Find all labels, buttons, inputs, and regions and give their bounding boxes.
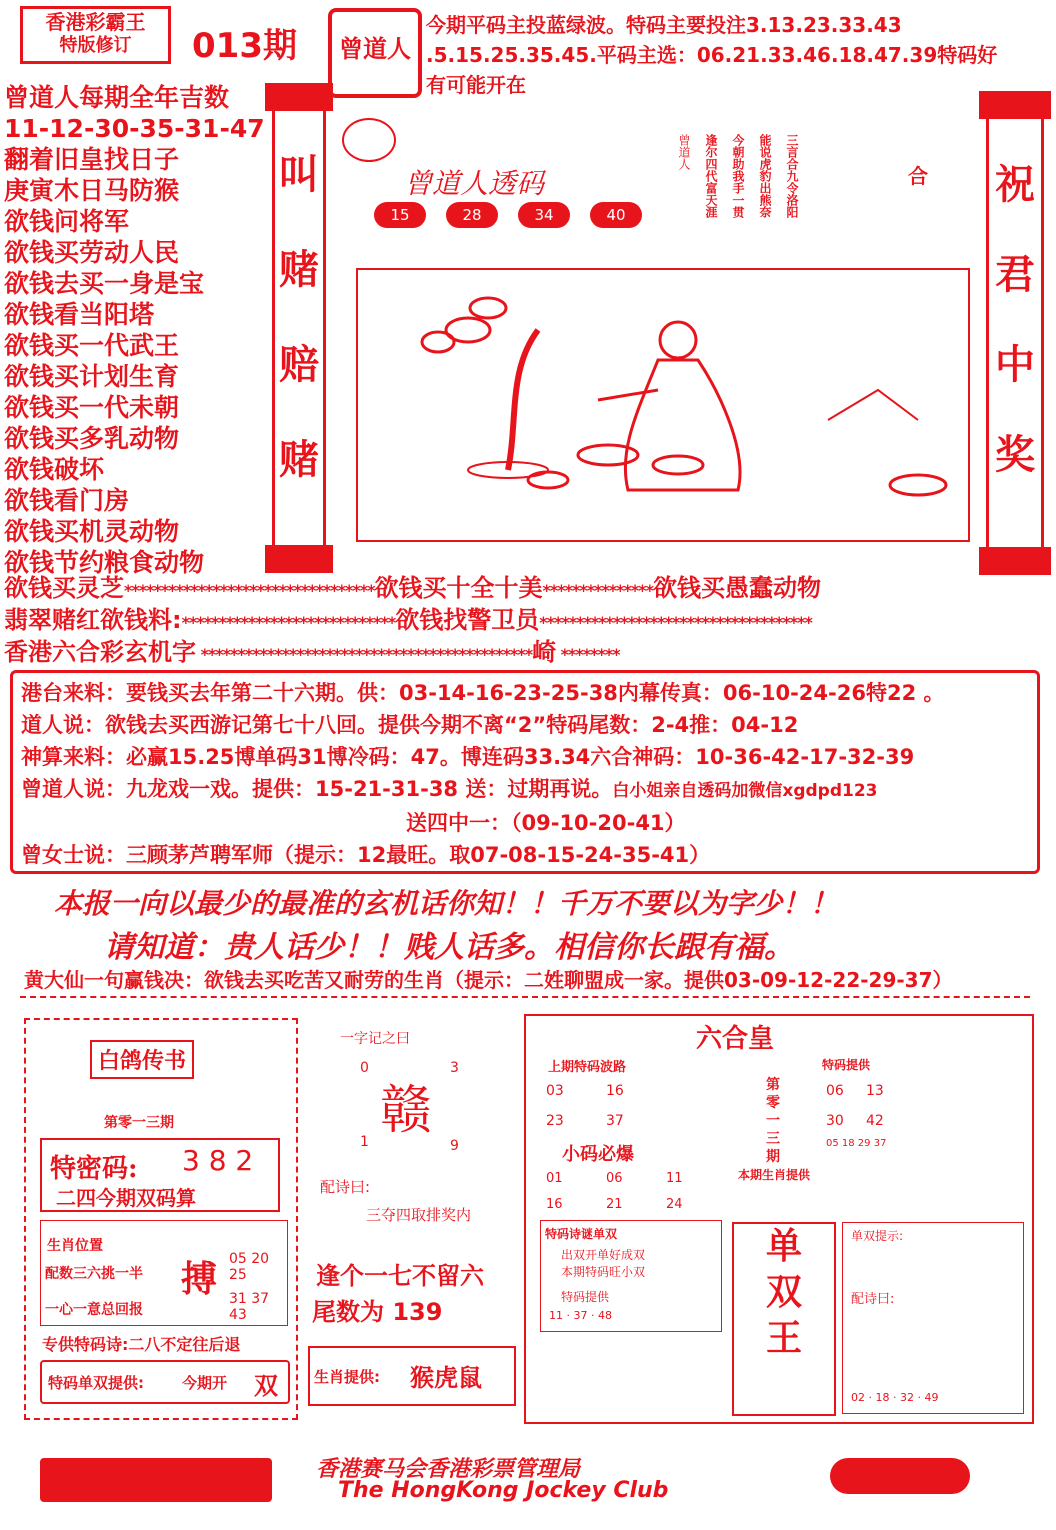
asterisk-filler: ******** [556,645,620,664]
dan-title: 特码诗谜单双 [545,1227,618,1241]
small-num: 24 [666,1197,683,1212]
special-grid [826,1076,884,1136]
big-char: 单 [765,1226,802,1267]
bo-nums-1: 05 20 25 [229,1251,270,1283]
long-line-2 [4,600,812,635]
bo-char: 搏 [181,1259,218,1300]
left-line: 欲钱看门房 [4,486,130,515]
scroll-char: 中 [995,341,1035,388]
special-numbers: 3 8 2 [182,1144,254,1177]
small-num: 21 [606,1197,623,1212]
poem-column: 今朝助我手一贯 [731,134,745,218]
scroll-char: 赔 [279,341,319,388]
scroll-cap [979,547,1051,575]
monk-icon [342,118,396,162]
notice-line: 有可能开在 [426,73,526,97]
right-poem-label: 配诗曰: [851,1292,895,1307]
long-text: 欲钱找警卫员 [395,606,540,634]
wave-num: 23 [546,1113,564,1129]
left-line: 欲钱节约粮食动物 [4,548,205,577]
double-line: 二四今期双码算 [56,1186,196,1210]
number-ball: 34 [518,202,570,228]
left-line: 欲钱问将军 [4,207,130,236]
left-column [4,82,265,578]
single-double-box [40,1360,290,1404]
notice-line: 今期平码主投蓝绿波。特码主要投注3.13.23.33.43 [426,13,902,37]
mid-sx-label: 生肖提供: [314,1368,380,1386]
long-line-1 [4,568,821,603]
num-9: 9 [450,1138,459,1154]
small-num: 11 [666,1171,683,1186]
left-line: 翻着旧皇找日子 [4,145,180,174]
footer-cn: 香港赛马会香港彩票管理局 [316,1456,581,1482]
special-num: 06 [826,1083,844,1099]
left-scroll [272,100,326,556]
scroll-char: 赌 [279,246,319,293]
left-line: 欲钱买一代武王 [4,331,180,360]
sx-title: 本期生肖提供 [738,1168,811,1182]
big-char: 双 [765,1272,802,1313]
issue-number: 013期 [192,26,297,66]
special-num: 13 [866,1083,884,1099]
zodiac-box [40,1220,288,1326]
mid-zodiac-box [308,1346,516,1406]
scroll-cap [979,91,1051,119]
number-ball: 15 [374,202,426,228]
right-label: 单双提示: [851,1229,904,1243]
right-scroll [986,110,1044,556]
last-wave: 上期特码波路 [548,1060,627,1075]
left-line: 欲钱破坏 [4,455,105,484]
long-text: 香港六合彩玄机字 [4,638,196,666]
poem-column: 曾道人 [677,134,691,170]
poem-label: 专供特码诗: [42,1335,129,1354]
info-line: 道人说：欲钱去买西游记第七十八回。提供今期不离“2”特码尾数：2-4推：04-12 [21,713,799,737]
picture-poem [676,134,801,218]
info-line: 送四中一：（09-10-20-41） [406,811,686,835]
single-label: 特码单双提供: [48,1374,144,1392]
asterisk-filler: ********************************************* [196,645,533,664]
big-char: 王 [765,1318,802,1359]
wave-num: 37 [606,1113,624,1129]
dan-l1: 出双开单好成双 [561,1248,646,1262]
lhh-issue: 第零一三期 [766,1077,780,1165]
asterisk-filler: *************** [542,581,653,600]
poem-column: 逢尔四代富天涯 [704,134,718,218]
small-num: 16 [546,1197,563,1212]
scroll-char: 叫 [279,151,319,198]
wave-grid [546,1076,686,1136]
word-panel [300,1018,518,1418]
special-num: 30 [826,1113,844,1129]
lhh-title: 六合皇 [696,1024,775,1054]
notice-line: .5.15.25.35.45.平码主选：06.21.33.46.18.47.39特码好 [426,43,998,67]
logo-line2: 特版修订 [59,35,132,56]
number-ball: 40 [590,202,642,228]
left-line: 曾道人每期全年吉数 [4,83,230,112]
long-text: 欲钱买十全十美 [374,574,543,602]
left-line: 欲钱看当阳塔 [4,300,155,329]
asterisk-filler: ********************************** [124,581,375,600]
dan-l2: 本期特码旺小双 [561,1265,646,1279]
small-grid [546,1166,683,1218]
lhh-special-label: 特码提供 [822,1058,871,1072]
small-title: 小码必爆 [562,1144,634,1165]
left-line: 欲钱去买一身是宝 [4,269,205,298]
wong-tai-sin-line: 黄大仙一句赢钱决：欲钱去买吃苦又耐劳的生肖（提示：二姓聊盟成一家。提供03-09-12-22-29-37） [24,968,953,992]
pigeon-issue: 第零一三期 [104,1115,174,1131]
poem-column: 能说虎豹出熊奈 [758,134,772,218]
info-line: 曾女士说：三顾茅芦聘军师（提示：12最旺。取07-08-15-24-35-41） [21,843,711,867]
small-num: 01 [546,1171,563,1186]
big-char: 赣 [380,1081,433,1141]
left-line: 欲钱买机灵动物 [4,517,180,546]
pigeon-panel [24,1018,298,1420]
slogan-line-1: 本报一向以最少的最准的玄机话你知！！千万不要以为字少！！ [54,887,839,920]
long-text: 欲钱买愚蠢动物 [653,574,821,602]
newspaper-logo [20,6,171,64]
wave-num: 16 [606,1083,624,1099]
big-chars [732,1222,836,1416]
long-text: 欲钱买灵芝 [4,574,124,602]
info-text: 曾道人说：九龙戏一戏。提供：15-21-31-38 送：过期再说。 [21,777,613,801]
special-box [40,1138,280,1212]
mid-line-1: 逢个一七不留六 [316,1262,484,1290]
asterisk-filler: ***************************** [181,613,396,632]
scroll-cap [265,83,333,111]
mid-line-2: 尾数为 139 [312,1298,443,1326]
mid-sx-val: 猴虎鼠 [410,1364,482,1392]
mid-poem-label: 配诗曰: [320,1178,371,1196]
left-line: 欲钱买计划生育 [4,362,180,391]
footer-left-emblem [40,1458,272,1502]
special-num: 42 [866,1113,884,1129]
scroll-char: 君 [995,251,1035,298]
illustration-frame [356,268,970,542]
tm-nums: 11 · 37 · 48 [549,1309,612,1322]
info-line: 神算来料：必赢15.25博单码31博冷码：47。博连码33.34六合神码：10-36-42-17-32-39 [21,745,915,769]
center-illustration [336,80,976,550]
liuhehuang-panel [524,1014,1034,1424]
wave-num: 03 [546,1083,564,1099]
long-text: 崎 [532,638,557,666]
pigeon-poem [42,1332,240,1355]
info-box [10,670,1040,874]
right-hint-box [842,1222,1024,1414]
special-label: 特密码: [50,1154,138,1184]
single-res: 双 [254,1372,278,1400]
left-line: 欲钱买多乳动物 [4,424,180,453]
tail-nums: 05 18 29 37 [826,1138,887,1149]
small-num: 06 [606,1171,623,1186]
single-val: 今期开 [182,1374,228,1392]
poem-text: 二八不定往后退 [128,1335,241,1354]
long-line-3 [4,632,620,667]
picture-balls [374,202,662,228]
pei-line: 配数三六挑一半 [45,1266,143,1282]
slogan-line-2: 请知道：贵人话少！！贱人话多。相信你长跟有福。 [104,930,794,965]
mid-poem: 三夺四取排奖内 [366,1206,472,1224]
footer-right-emblem [830,1458,970,1494]
tm-label: 特码提供 [561,1290,610,1304]
seal-text: 曾道人 [339,35,411,63]
num-0: 0 [360,1060,369,1076]
info-line [21,773,1037,807]
picture-title: 曾道人透码 [404,167,545,200]
day-label: 一字记之曰 [340,1031,410,1047]
left-line: 欲钱买劳动人民 [4,238,180,267]
number-ball: 28 [446,202,498,228]
yixin-line: 一心一意总回报 [45,1302,143,1318]
left-line: 欲钱买一代未朝 [4,393,180,422]
he-char: 合 [908,164,928,188]
divider-dashed [20,996,1030,998]
left-line: 11-12-30-35-31-47 [4,114,265,143]
scroll-char: 奖 [995,431,1035,478]
lady-and-tree-drawing [358,270,968,540]
scroll-char: 祝 [995,161,1035,208]
asterisk-filler: ************************************* [539,613,812,632]
footer-en: The HongKong Jockey Club [338,1478,669,1503]
pigeon-title: 白鸽传书 [90,1040,194,1079]
wechat-note: 白小姐亲自透码加微信xgdpd123 [612,781,878,801]
left-line: 庚寅木日马防猴 [4,176,180,205]
logo-line1: 香港彩霸王 [45,10,146,34]
sx-label: 生肖位置 [47,1238,103,1254]
poem-column: 三言合九令洛阳 [785,134,799,218]
info-line: 港台来料：要钱买去年第二十六期。供：03-14-16-23-25-38内幕传真：06-10-24-26特22 。 [21,681,945,705]
num-3: 3 [450,1060,459,1076]
bo-nums-2: 31 37 43 [229,1291,270,1323]
long-text: 翡翠赌红欲钱料: [4,606,182,634]
scroll-char: 赌 [279,436,319,483]
right-nums: 02 · 18 · 32 · 49 [851,1391,939,1404]
dan-box [540,1220,722,1332]
num-1: 1 [360,1134,369,1150]
